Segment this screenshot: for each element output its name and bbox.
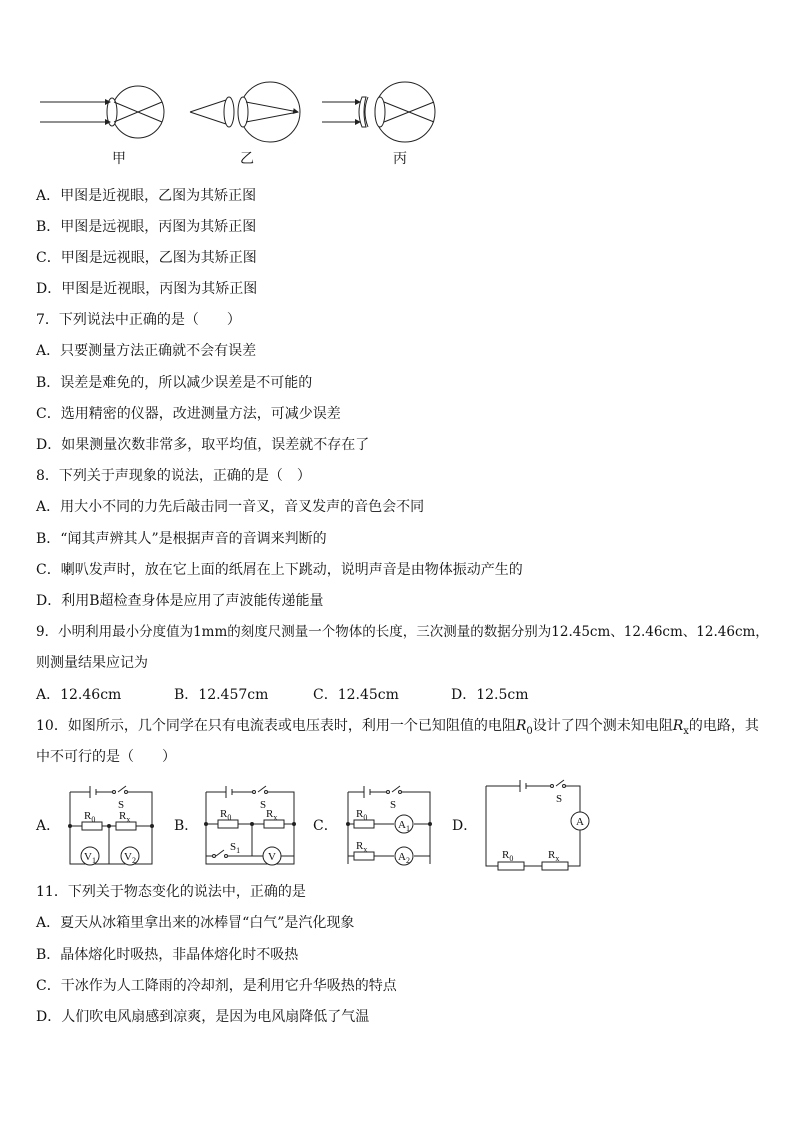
q6-option-c[interactable]: C．甲图是远视眼，乙图为其矫正图 xyxy=(36,250,257,266)
svg-text:S: S xyxy=(118,799,125,811)
q9-stem-line2: 则测量结果应记为 xyxy=(36,655,148,671)
q7-option-b[interactable]: B．误差是难免的，所以减少误差是不可能的 xyxy=(36,375,313,391)
q7-option-c[interactable]: C．选用精密的仪器，改进测量方法，可减少误差 xyxy=(36,406,341,422)
q7-stem: 7．下列说法中正确的是（ ） xyxy=(36,312,241,328)
q8-option-c[interactable]: C．喇叭发声时，放在它上面的纸屑在上下跳动，说明声音是由物体振动产生的 xyxy=(36,562,523,578)
q10-stem-part-c: 的电路，其 xyxy=(688,718,759,734)
svg-text:Rx: $R_x$ xyxy=(266,808,278,822)
svg-text:R0: $R_0$ xyxy=(356,808,368,822)
circuit-letter-a[interactable]: A． xyxy=(36,818,61,834)
q9-option-c[interactable]: C．12.45cm xyxy=(313,687,399,703)
circuit-letter-c[interactable]: C． xyxy=(313,818,338,834)
svg-text:V: V xyxy=(268,851,276,863)
svg-text:A: A xyxy=(576,816,584,828)
q6-option-d[interactable]: D．甲图是近视眼，丙图为其矫正图 xyxy=(36,281,258,297)
q8-option-d[interactable]: D．利用B超检查身体是应用了声波能传递能量 xyxy=(36,593,324,609)
q6-option-b[interactable]: B．甲图是远视眼，丙图为其矫正图 xyxy=(36,219,257,235)
circuit-b xyxy=(202,778,302,874)
svg-text:R0: $R_0$ xyxy=(84,810,96,824)
q6-option-a[interactable]: A．甲图是近视眼，乙图为其矫正图 xyxy=(36,188,257,204)
svg-text:S: S xyxy=(260,799,267,811)
circuit-letter-b[interactable]: B． xyxy=(174,818,199,834)
q7-option-d[interactable]: D．如果测量次数非常多，取平均值，误差就不存在了 xyxy=(36,437,370,453)
q9-stem-line1: 9．小明利用最小分度值为1mm的刻度尺测量一个物体的长度，三次测量的数据分别为12.45cm、12.46cm、12.46cm， xyxy=(36,624,769,640)
q9-option-d[interactable]: D．12.5cm xyxy=(451,687,529,703)
q8-option-a[interactable]: A．用大小不同的力先后敲击同一音叉，音叉发声的音色会不同 xyxy=(36,499,425,515)
svg-text:R0: $R_0$ xyxy=(220,808,232,822)
q11-option-a[interactable]: A．夏天从冰箱里拿出来的冰棒冒“白气”是汽化现象 xyxy=(36,915,355,931)
q10-stem-part-b: 设计了四个测未知电阻 xyxy=(532,718,673,734)
svg-text:Rx: $R_x$ xyxy=(548,849,560,863)
svg-text:V2: $V_2$ xyxy=(124,851,136,865)
svg-text:S: S xyxy=(390,799,397,811)
svg-text:V1: $V_1$ xyxy=(84,851,96,865)
circuit-a xyxy=(64,778,160,874)
q9-option-a[interactable]: A．12.46cm xyxy=(36,687,122,703)
q8-option-b[interactable]: B．“闻其声辨其人”是根据声音的音调来判断的 xyxy=(36,531,327,547)
svg-text:S1: $S_1$ xyxy=(230,841,241,855)
eye-bing xyxy=(322,82,435,142)
svg-text:Rx: $R_x$ xyxy=(119,810,131,824)
q10-stem-line2: 中不可行的是（ ） xyxy=(36,749,176,765)
q7-option-a[interactable]: A．只要测量方法正确就不会有误差 xyxy=(36,343,257,359)
r0-subscript: 0 xyxy=(526,725,533,737)
eye-label-jia: 甲 xyxy=(112,151,126,167)
rx-symbol: R xyxy=(672,718,684,734)
circuit-c xyxy=(342,778,438,874)
svg-text:Rx: $R_x$ xyxy=(356,840,368,854)
eye-jia xyxy=(40,86,164,138)
svg-text:A1: $A_1$ xyxy=(398,819,410,833)
q8-stem: 8．下列关于声现象的说法，正确的是（ ） xyxy=(36,468,311,484)
q10-stem-part-a: 10．如图所示，几个同学在只有电流表或电压表时，利用一个已知阻值的电阻 xyxy=(36,718,516,734)
svg-text:R0: $R_0$ xyxy=(502,849,514,863)
eye-label-yi: 乙 xyxy=(240,151,254,167)
q11-stem: 11．下列关于物态变化的说法中，正确的是 xyxy=(36,884,306,900)
svg-text:A2: $A_2$ xyxy=(398,851,410,865)
circuit-letter-d[interactable]: D． xyxy=(452,818,478,834)
q11-option-d[interactable]: D．人们吹电风扇感到凉爽，是因为电风扇降低了气温 xyxy=(36,1009,370,1025)
q11-option-b[interactable]: B．晶体熔化时吸热，非晶体熔化时不吸热 xyxy=(36,947,299,963)
circuit-d xyxy=(482,778,600,874)
eye-label-bing: 丙 xyxy=(393,151,407,167)
eye-yi xyxy=(190,82,300,142)
q11-option-c[interactable]: C．干冰作为人工降雨的冷却剂，是利用它升华吸热的特点 xyxy=(36,978,397,994)
rx-subscript: x xyxy=(683,725,689,737)
r0-symbol: R xyxy=(515,718,527,734)
q10-stem-line1 xyxy=(36,716,759,742)
svg-text:S: S xyxy=(556,793,563,805)
q9-option-b[interactable]: B．12.457cm xyxy=(174,687,269,703)
